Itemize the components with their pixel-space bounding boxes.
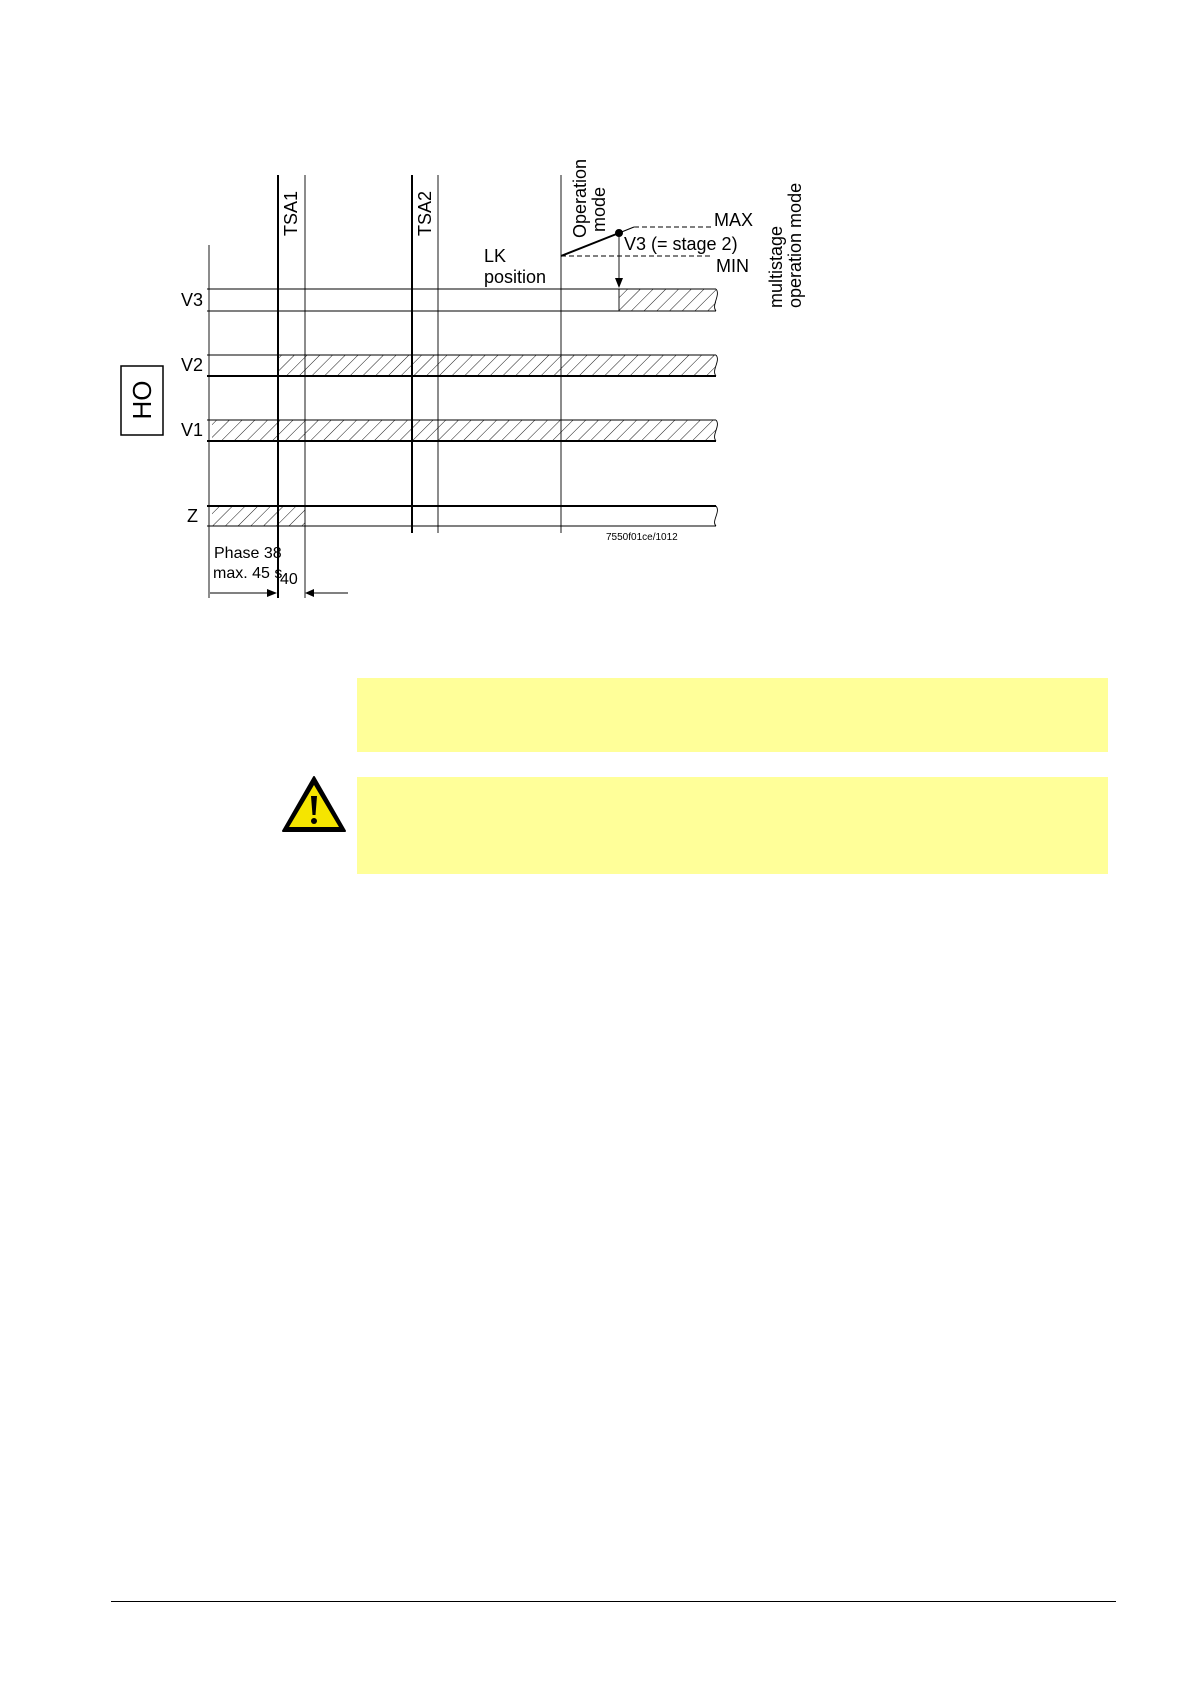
timing-diagram [0, 0, 1190, 640]
operation-mode-label-1: Operation [570, 158, 590, 238]
time-markers [209, 175, 561, 598]
z-label: Z [187, 506, 198, 526]
min-label: MIN [716, 256, 749, 276]
warning-box [357, 777, 1108, 874]
position-label: position [484, 267, 547, 287]
v1-label: V1 [181, 420, 204, 440]
footer-rule [111, 1601, 1116, 1602]
v3-label: V3 [181, 290, 204, 310]
v3-stage-label: V3 (= stage 2) [624, 234, 738, 254]
lk-label: LK [484, 246, 507, 266]
v3-active-region [619, 289, 716, 311]
phase-label-2: max. 45 s [213, 565, 283, 582]
note-box [357, 678, 1108, 752]
warning-triangle-icon [280, 774, 348, 834]
hatched-regions [212, 289, 716, 526]
v1-active-region [212, 420, 716, 441]
multistage-label-1: multistage [766, 225, 786, 308]
max-label: MAX [714, 210, 754, 230]
phase-40-label: 40 [280, 571, 298, 588]
multistage-label-2: operation mode [785, 182, 805, 308]
signal-rows [207, 289, 717, 526]
figure-code: 7550f01ce/1012 [606, 532, 678, 543]
phase-label-1: Phase 38 [214, 545, 282, 562]
v2-active-region [279, 355, 716, 376]
z-active-region [212, 506, 305, 526]
ho-label: HO [127, 380, 157, 420]
tsa2-label: TSA2 [415, 190, 435, 236]
tsa1-label: TSA1 [281, 190, 301, 236]
operation-mode-label-2: mode [589, 186, 609, 232]
ho-box [121, 366, 163, 435]
v2-label: V2 [181, 355, 204, 375]
